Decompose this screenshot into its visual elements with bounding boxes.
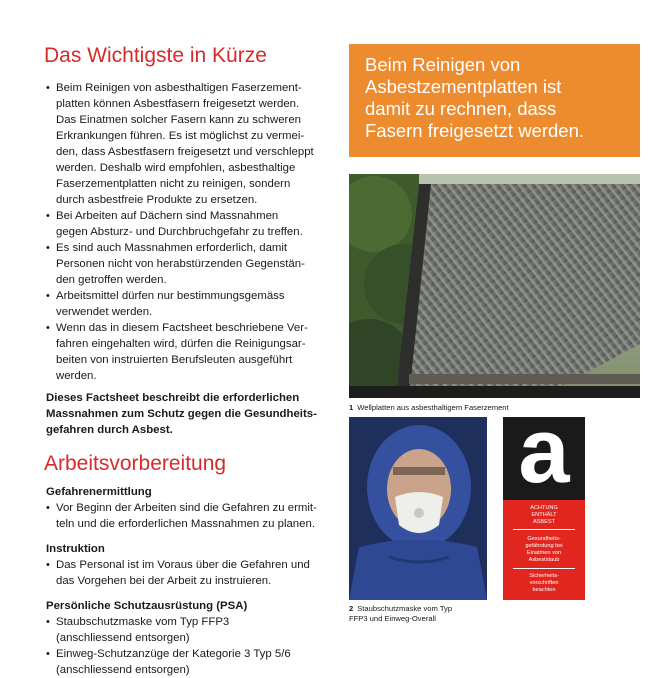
list-item: • Einweg-Schutzanzüge der Kategorie 3 Typ 5/6 (anschliessend entsorgen) [46, 646, 336, 678]
summary-bullet-list [46, 80, 336, 384]
figure-1-caption [349, 403, 509, 413]
section-heading-summary: Das Wichtigste in Kürze [44, 44, 267, 67]
asbestos-warning-text: ACHTUNG ENTHÄLT ASBEST [530, 505, 558, 525]
asbestos-warning-label [503, 417, 585, 600]
list-item: • Staubschutzmaske vom Typ FFP3 (anschliessend entsorgen) [46, 614, 336, 646]
label-divider [513, 568, 575, 569]
label-divider [513, 529, 575, 530]
figure-2-caption [349, 604, 452, 624]
factsheet-summary: Dieses Factsheet beschreibt die erforderlichen Massnahmen zum Schutz gegen die Gesundheits- gefahren durch Asbest. [46, 392, 317, 436]
list-item: • Bei Arbeiten auf Dächern sind Massnahmen gegen Absturz- und Durchbruchgefahr zu treffen. [46, 208, 336, 240]
subheading-ppe: Persönliche Schutzausrüstung (PSA) [46, 600, 248, 612]
list-item: • Beim Reinigen von asbesthaltigen Faserzement- platten können Asbestfasern freigesetzt werden. Das Einatmen solcher Fasern kann zu schweren Erkrankungen führen. Es ist möglichst zu vermei- den, dass Asbestfasern freigesetzt und verschleppt werden. Deshalb wird empfohlen, asbesthaltige Faserzementplatten nicht zu reinigen, sondern durch asbestfreie Produkte zu ersetzen. [46, 80, 336, 208]
worker-in-protective-suit-image [349, 417, 487, 600]
figure-number: 1 [349, 403, 354, 412]
section-heading-preparation: Arbeitsvorbereitung [44, 452, 227, 475]
list-item: • Wenn das in diesem Factsheet beschriebene Ver- fahren eingehalten wird, dürfen die Reinigungsar- beiten von instruierten Berufsleuten ausgeführt werden. [46, 320, 336, 384]
caption-text: FFP3 und Einweg-Overall [349, 614, 436, 623]
instruction-list [46, 557, 336, 589]
caption-text: Staubschutzmaske vom Typ [357, 604, 453, 613]
list-item: • Vor Beginn der Arbeiten sind die Gefahren zu ermit- teln und die erforderlichen Massnahmen zu planen. [46, 500, 336, 532]
subheading-risk-assessment: Gefahrenermittlung [46, 486, 152, 498]
asbestos-letter: a [518, 417, 570, 502]
caption-text: Wellplatten aus asbesthaltigem Faserzement [357, 403, 509, 412]
asbestos-instruction-text: Sicherheits- vorschriften beachten [529, 573, 559, 593]
risk-assessment-list [46, 500, 336, 532]
ppe-list [46, 614, 336, 678]
asbestos-hazard-text: Gesundheits- gefährdung bei Einatmen von Asbeststaub [525, 536, 563, 563]
roof-photo [349, 174, 640, 398]
corrugated-roof-image [349, 174, 640, 398]
callout-box: Beim Reinigen von Asbestzementplatten ist damit zu rechnen, dass Fasern freigesetzt werden. [349, 44, 640, 157]
list-item: • Arbeitsmittel dürfen nur bestimmungsgemäss verwendet werden. [46, 288, 336, 320]
list-item: • Es sind auch Massnahmen erforderlich, damit Personen nicht von herabstürzenden Gegenstän- den getroffen werden. [46, 240, 336, 288]
subheading-instruction: Instruktion [46, 543, 105, 555]
figure-number: 2 [349, 604, 354, 613]
worker-photo [349, 417, 487, 600]
list-item: • Das Personal ist im Voraus über die Gefahren und das Vorgehen bei der Arbeit zu instruieren. [46, 557, 336, 589]
